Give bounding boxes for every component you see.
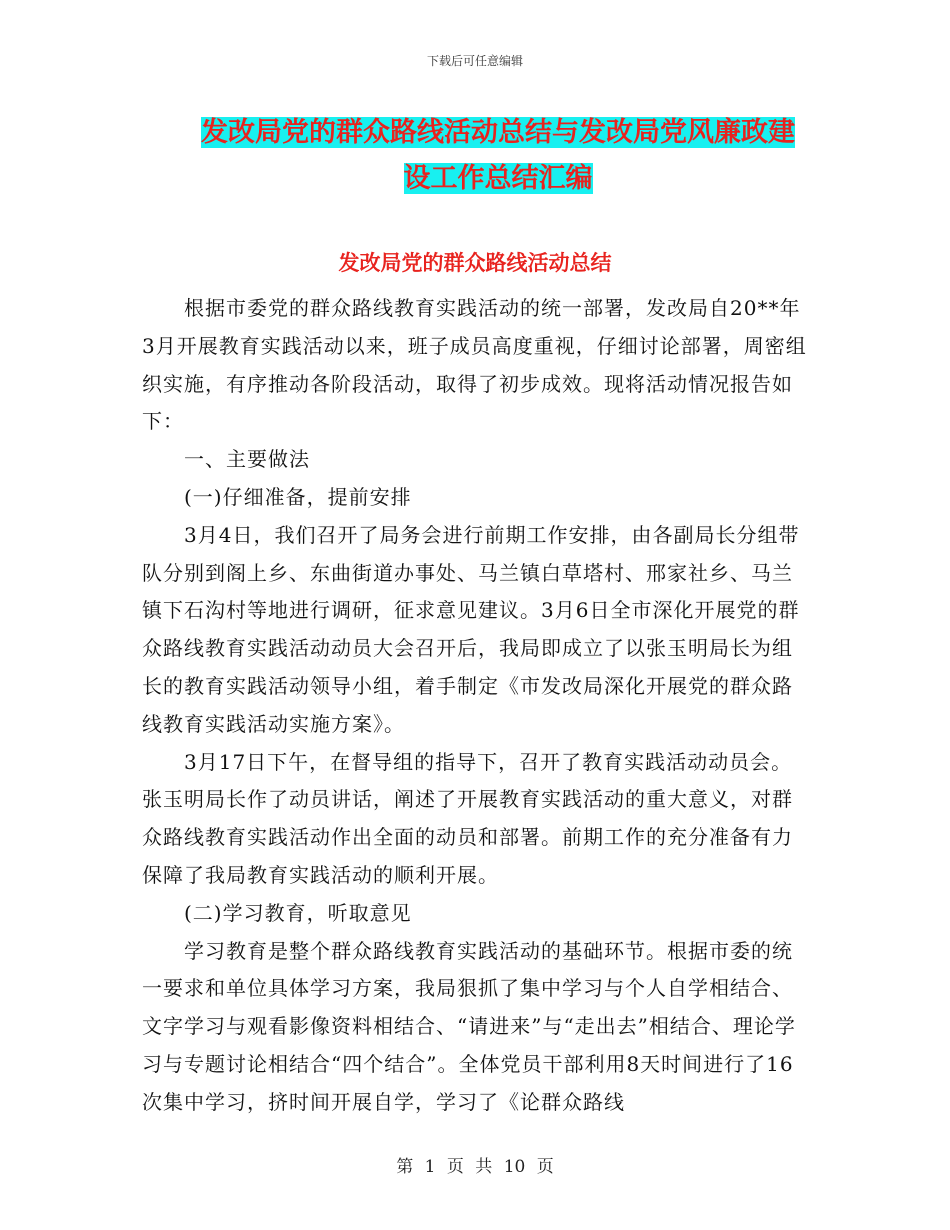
paragraph-preparation: 3月4日，我们召开了局务会进行前期工作安排，由各副局长分组带队分别到阁上乡、东曲街道办事处、马兰镇白草塔村、邢家社乡、马兰镇下石沟村等地进行调研，征求意见建议。3月6日全市深化开展党的群众路线教育实践活动动员大会召开后，我局即成立了以张玉明局长为组长的教育实践活动领导小组，着手制定《市发改局深化开展党的群众路线教育实践活动实施方案》。	[142, 522, 800, 736]
paragraph-intro: 根据市委党的群众路线教育实践活动的统一部署，发改局自20**年3月开展教育实践活动以来，班子成员高度重视，仔细讨论部署，周密组织实施，有序推动各阶段活动，取得了初步成效。现将活动情况报告如下：	[142, 296, 807, 434]
paragraph-study: 学习教育是整个群众路线教育实践活动的基础环节。根据市委的统一要求和单位具体学习方案，我局狠抓了集中学习与个人自学相结合、文字学习与观看影像资料相结合、“请进来”与“走出去”相结合、理论学习与专题讨论相结合“四个结合”。全体党员干部利用8天时间进行了16次集中学习，挤时间开展自学，学习了《论群众路线	[142, 938, 796, 1114]
page-number-footer: 第 1 页 共 10 页	[396, 1157, 554, 1177]
document-title	[192, 110, 804, 202]
page-header-note: 下载后可任意编辑	[426, 54, 523, 68]
heading-main-practices: 一、主要做法	[184, 447, 310, 472]
subheading-preparation: (一)仔细准备，提前安排	[184, 484, 412, 509]
section-title: 发改局党的群众路线活动总结	[338, 251, 612, 275]
paragraph-mobilization: 3月17日下午，在督导组的指导下，召开了教育实践活动动员会。张玉明局长作了动员讲话，阐述了开展教育实践活动的重大意义，对群众路线教育实践活动作出全面的动员和部署。前期工作的充分准备有力保障了我局教育实践活动的顺利开展。	[142, 749, 793, 887]
document-body	[142, 290, 810, 1122]
subheading-study: (二)学习教育，听取意见	[184, 900, 412, 925]
document-title-highlight: 发改局党的群众路线活动总结与发改局党风廉政建设工作总结汇编	[201, 117, 795, 194]
